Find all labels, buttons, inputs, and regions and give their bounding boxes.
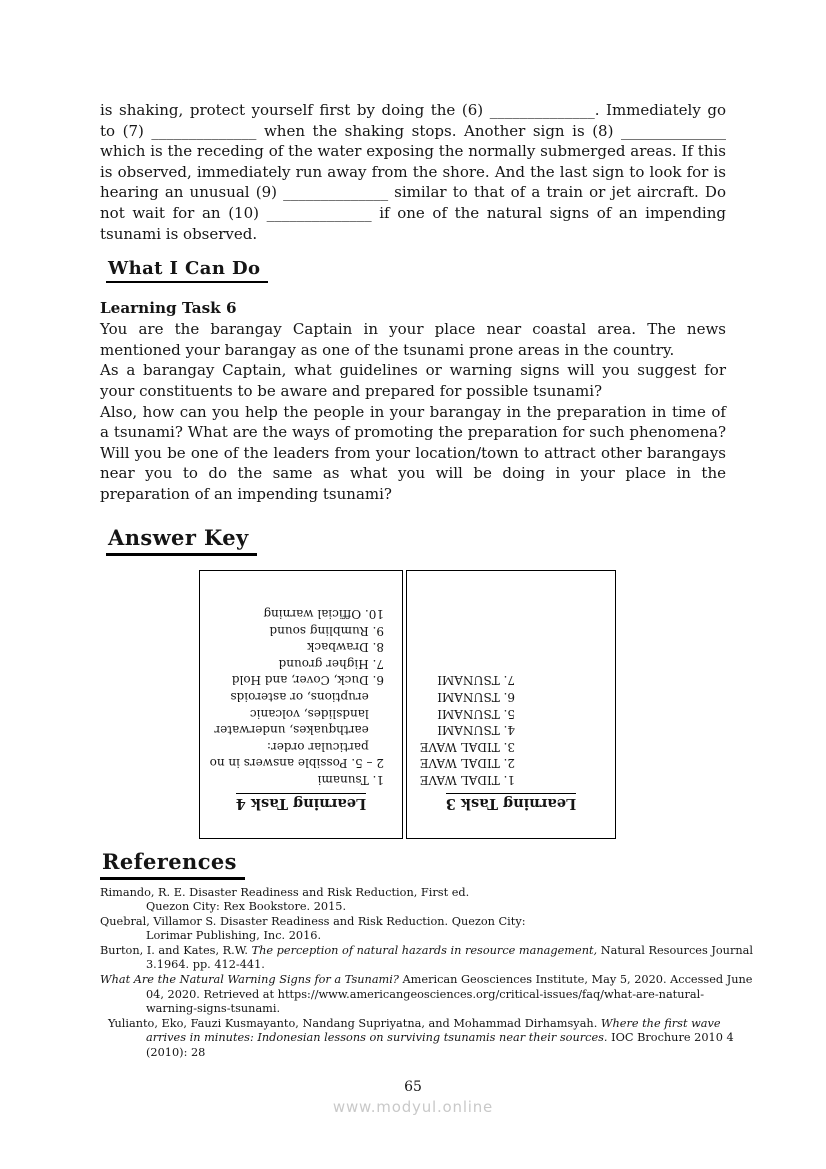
reference-segment: IOC Brochure 2010 4 xyxy=(607,1031,734,1045)
list-item: 1. TIDAL WAVE xyxy=(419,772,515,787)
reference-line xyxy=(100,943,753,959)
reference-segment: (2010): 28 xyxy=(146,1046,206,1060)
reference-line xyxy=(100,1002,726,1017)
reference-line xyxy=(100,1046,726,1061)
reference-segment: The perception of natural hazards in resource management, xyxy=(251,943,598,957)
list-item: 3. TIDAL WAVE xyxy=(419,739,515,754)
list-item: 6. Duck, Cover, and Hold xyxy=(231,672,384,687)
reference-segment: Quezon City: Rex Bookstore. 2015. xyxy=(146,900,347,914)
list-item: Also, how can you help the people in your barangay in the preparation in time of a tsunami? What are the ways of promoting the preparation for such phenomena? Will you be one of the leaders from your location/town to attract other barangays near you to do the same as what you will be doing in your place in the preparation of an impending tsunami? xyxy=(100,402,726,503)
answer-key-task4-content-rotated xyxy=(200,571,402,838)
list-item: particular order: xyxy=(266,739,384,754)
watermark: www.modyul.online xyxy=(332,1097,494,1116)
reference-line xyxy=(100,988,726,1003)
task3-title-text: Learning Task 3 xyxy=(445,794,577,812)
reference-segment: Burton, I. and Kates, R.W. xyxy=(100,943,252,957)
list-item: landslides, volcanic xyxy=(249,706,384,721)
references-heading: References xyxy=(100,849,245,880)
answer-key-boxes xyxy=(199,570,726,839)
list-item: 5. TSUNAMI xyxy=(437,706,515,721)
reference-line xyxy=(100,900,726,915)
list-item: 2 – 5. Possible answers in no xyxy=(209,755,384,770)
reference-entry xyxy=(100,886,726,915)
task3-answers xyxy=(415,671,607,787)
reference-segment: arrives in minutes: Indonesian lessons on surviving tsunamis near their sources. xyxy=(146,1031,608,1045)
reference-segment: Yulianto, Eko, Fauzi Kusmayanto, Nandang Supriyatna, and Mohammad Dirhamsyah. xyxy=(108,1016,601,1030)
answer-key-task3-content-rotated xyxy=(407,571,615,838)
task4-answers xyxy=(208,605,394,788)
task4-title-text: Learning Task 4 xyxy=(235,794,367,812)
list-item: 1. Tsunami xyxy=(317,772,384,787)
reference-entry xyxy=(100,973,753,1017)
list-item: 7. TSUNAMI xyxy=(437,672,515,687)
what-i-can-do-heading: What I Can Do xyxy=(106,258,268,283)
reference-line xyxy=(100,958,726,973)
reference-segment: warning-signs-tsunami. xyxy=(146,1002,281,1016)
reference-segment: Where the first wave xyxy=(600,1016,721,1030)
fill-in-blanks-paragraph: is shaking, protect yourself first by doing the (6) ______________. Immediately go to (7) ______________ when the shaking stops. Another sign is (8) ______________ which is the receding of the water exposing the normally submerged areas. If this is observed, immediately run away from the shore. And the last sign to look for is hearing an unusual (9) ______________ similar to that of a train or jet aircraft. Do not wait for an (10) ______________ if one of the natural signs of an impending tsunami is observed. xyxy=(100,101,726,243)
page-number: 65 xyxy=(404,1078,422,1095)
reference-line xyxy=(100,886,726,901)
task3-title xyxy=(415,795,607,812)
list-item: 10. Official warning xyxy=(263,606,384,621)
reference-line xyxy=(100,1031,734,1046)
answer-key-box-task3 xyxy=(406,570,616,839)
reference-segment: 04, 2020. Retrieved at https://www.americangeosciences.org/critical-issues/faq/what-are-natural- xyxy=(146,987,705,1001)
learning-task-6-title: Learning Task 6 xyxy=(100,299,237,318)
learning-task-6-paragraphs xyxy=(100,319,726,504)
section-references xyxy=(100,849,726,880)
list-item: 8. Drawback xyxy=(307,639,384,654)
list-item: 7. Higher ground xyxy=(278,656,384,671)
reference-segment: Lorimar Publishing, Inc. 2016. xyxy=(146,929,322,943)
reference-line xyxy=(100,1017,726,1032)
list-item: 4. TSUNAMI xyxy=(437,722,515,737)
answer-key-box-task4 xyxy=(199,570,403,839)
reference-entry xyxy=(100,915,726,944)
reference-entry xyxy=(100,943,753,973)
reference-segment: What Are the Natural Warning Signs for a Tsunami? xyxy=(100,973,399,987)
reference-entry xyxy=(100,1016,734,1061)
reference-line xyxy=(100,929,726,944)
task4-title xyxy=(208,795,394,812)
answer-key-heading: Answer Key xyxy=(106,525,257,556)
list-item: eruptions, or asteroids xyxy=(230,689,384,704)
list-item: earthquakes, underwater xyxy=(214,722,384,737)
references-list xyxy=(100,885,753,1061)
reference-line xyxy=(100,973,753,988)
list-item: 2. TIDAL WAVE xyxy=(419,755,515,770)
section-what-i-can-do xyxy=(106,258,726,283)
reference-segment: American Geosciences Institute, May 5, 2020. Accessed June xyxy=(398,973,753,987)
reference-segment: 3.1964. pp. 412-441. xyxy=(146,958,265,972)
list-item: You are the barangay Captain in your place near coastal area. The news mentioned your barangay as one of the tsunami prone areas in the country. xyxy=(100,320,726,359)
reference-segment: Rimando, R. E. Disaster Readiness and Risk Reduction, First ed. xyxy=(100,885,470,899)
reference-line xyxy=(100,915,726,930)
list-item: As a barangay Captain, what guidelines or warning signs will you suggest for your constituents to be aware and prepared for possible tsunami? xyxy=(100,361,726,400)
reference-segment: Natural Resources Journal xyxy=(597,943,753,957)
list-item: 9. Rumbling sound xyxy=(269,623,384,638)
reference-segment: Quebral, Villamor S. Disaster Readiness and Risk Reduction. Quezon City: xyxy=(100,914,526,928)
list-item: 6. TSUNAMI xyxy=(437,689,515,704)
section-answer-key xyxy=(106,525,726,556)
